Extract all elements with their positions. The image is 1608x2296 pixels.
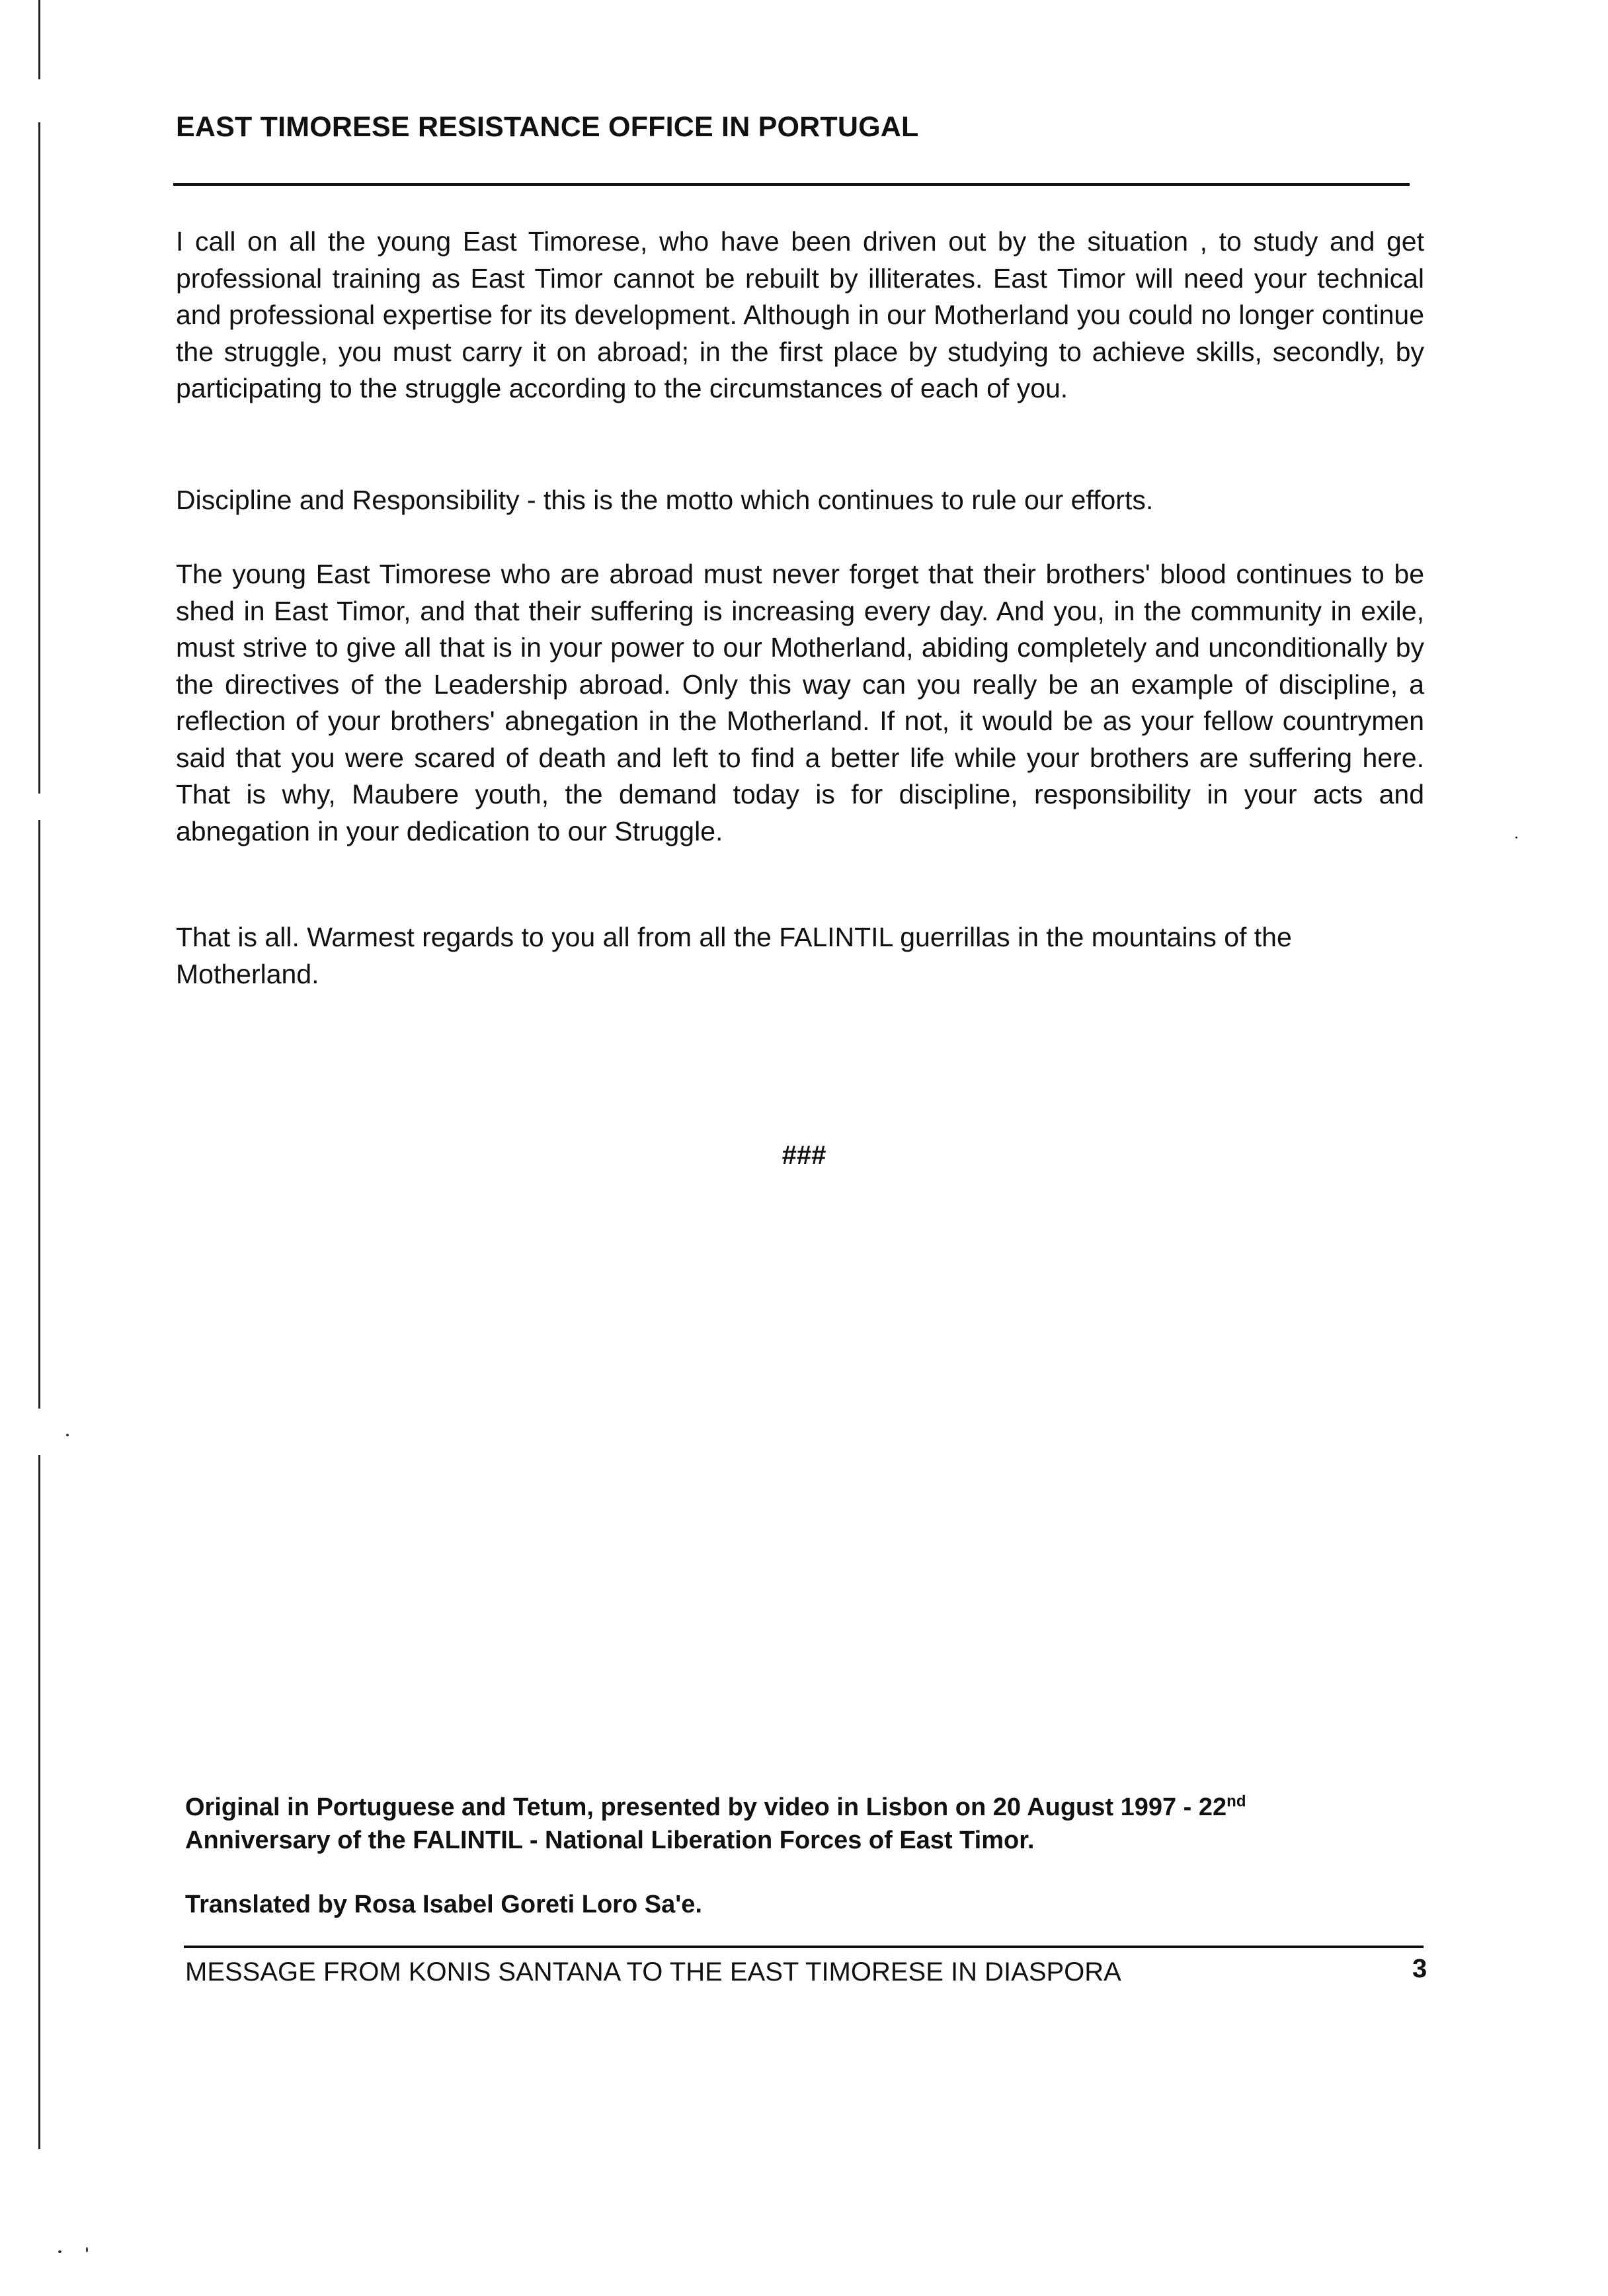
original-note-text: Original in Portuguese and Tetum, presented by video in Lisbon on 20 August 1997 - 22 (185, 1793, 1227, 1821)
scan-speck (66, 1434, 69, 1436)
margin-rule-middle (38, 122, 40, 794)
margin-rule-bottom (38, 1455, 40, 2149)
page-title: EAST TIMORESE RESISTANCE OFFICE IN PORTUGAL (176, 111, 919, 143)
page-number: 3 (1412, 1954, 1427, 1983)
scan-speck (86, 2247, 88, 2252)
paragraph-4: That is all. Warmest regards to you all from all the FALINTIL guerrillas in the mountains of the Motherland. (176, 922, 1292, 989)
original-note (185, 1791, 1441, 1857)
scan-speck (1515, 837, 1517, 839)
footer-title: MESSAGE FROM KONIS SANTANA TO THE EAST TIMORESE IN DIASPORA (185, 1957, 1121, 1987)
section-separator: ### (782, 1141, 826, 1170)
footer-divider (184, 1946, 1424, 1948)
margin-rule-lower (38, 820, 40, 1409)
scan-speck (58, 2250, 61, 2253)
original-note-text-end: Anniversary of the FALINTIL - National Liberation Forces of East Timor. (185, 1826, 1035, 1854)
original-note-superscript: nd (1226, 1792, 1246, 1811)
paragraph-3: The young East Timorese who are abroad must never forget that their brothers' blood continues to be shed in East Timor, and that their suffering is increasing every day. And you, in the community in exile, must strive to give all that is in your power to our Motherland, abiding completely and unconditionally by the directives of the Leadership abroad. Only this way can you really be an example of discipline, a reflection of your brothers' abnegation in the Motherland. If not, it would be as your fellow countrymen said that you were scared of death and left to find a better life while your brothers are suffering here. That is why, Maubere youth, the demand today is for discipline, responsibility in your acts and abnegation in your dedication to our Struggle. (176, 559, 1424, 846)
header-divider (173, 183, 1410, 186)
paragraph-2: Discipline and Responsibility - this is the motto which continues to rule our efforts. (176, 485, 1154, 515)
paragraph-1: I call on all the young East Timorese, who have been driven out by the situation , to study and get professional training as East Timor cannot be rebuilt by illiterates. East Timor will need your technical and professional expertise for its development. Although in our Motherland you could no longer continue the struggle, you must carry it on abroad; in the first place by studying to achieve skills, secondly, by participating to the struggle according to the circumstances of each of you. (176, 226, 1424, 403)
translator-note: Translated by Rosa Isabel Goreti Loro Sa'e. (185, 1891, 702, 1918)
margin-rule-top (38, 0, 40, 79)
